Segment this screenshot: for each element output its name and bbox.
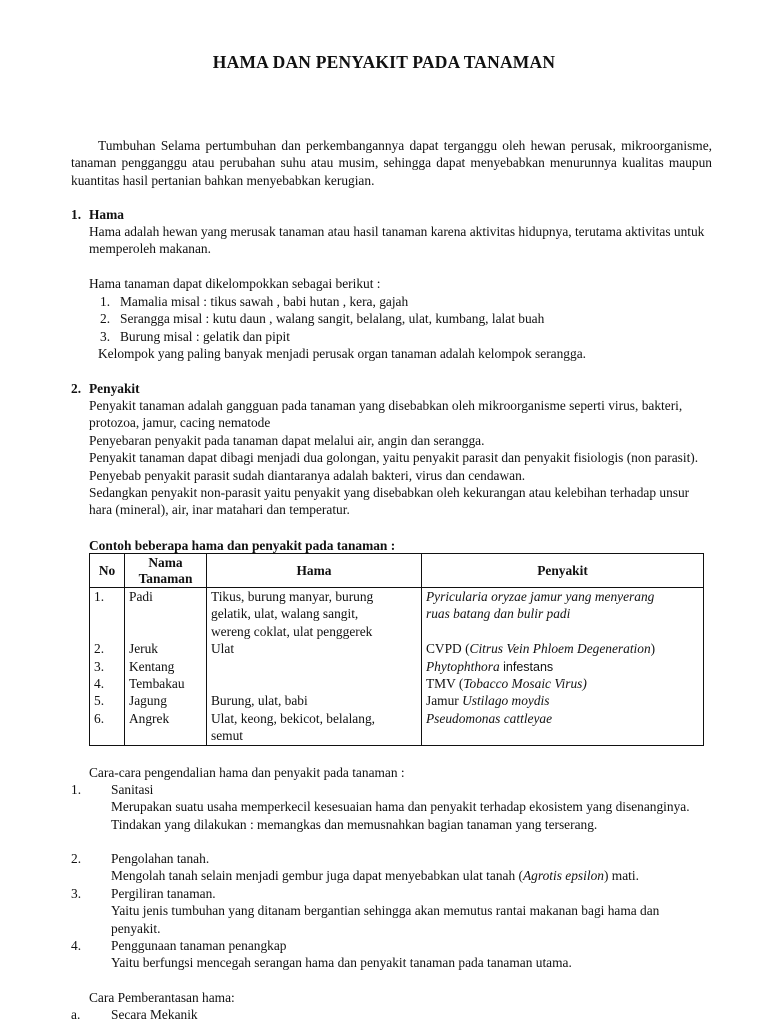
list-item: 2. Serangga misal : kutu daun , walang sangit, belalang, ulat, kumbang, lalat buah: [100, 311, 545, 327]
section-number: 1.: [71, 207, 82, 222]
penyakit-jagung: Jamur Ustilago moydis: [426, 693, 550, 709]
header-no: No: [90, 554, 125, 588]
penyakit-body: [89, 397, 712, 519]
document-title: HAMA DAN PENYAKIT PADA TANAMAN: [212, 52, 556, 72]
control-item-pengolahan-tanah: 2. Pengolahan tanah. Mengolah tanah selain menjadi gembur juga dapat menyebabkan ulat tanah (Agrotis epsilon) mati.: [71, 851, 639, 884]
control-intro: Cara-cara pengendalian hama dan penyakit pada tanaman :: [89, 765, 405, 780]
penyakit-paragraph: Penyakit tanaman adalah gangguan pada tanaman yang disebabkan oleh mikroorganisme seperti virus, bakteri, protozoa, jamur, cacing nematode: [89, 398, 683, 431]
nama-tanaman-column: Padi Jeruk Kentang Tembakau Jagung Angrek: [125, 588, 207, 746]
penyakit-jeruk: CVPD (Citrus Vein Phloem Degeneration): [426, 641, 656, 657]
list-item: 1. Mamalia misal : tikus sawah , babi hutan , kera, gajah: [100, 294, 409, 309]
pest-disease-table: [89, 553, 704, 746]
header-nama-tanaman: Nama Tanaman: [125, 554, 207, 588]
penyakit-column: Pyricularia oryzae jamur yang menyerang ruas batang dan bulir padi CVPD (Citrus Vein Phloem Degeneration) Phytophthora infestans TMV (Tobacco Mosaic Virus) Jamur Ustilago moydis Pseudomonas cattleyae: [422, 588, 704, 746]
control-item-sanitasi: 1. Sanitasi Merupakan suatu usaha memperkecil kesesuaian hama dan penyakit terhadap ekosistem yang disenanginya. Tindakan yang dilakukan : memangkas dan memusnahkan bagian tanaman yang terserang.: [71, 782, 690, 832]
penyakit-paragraph: Sedangkan penyakit non-parasit yaitu penyakit yang disebabkan oleh kekurangan atau kelebihan terhadap unsur hara (mineral), air, inar matahari dan temperatur.: [89, 485, 690, 518]
table-header-row: [90, 554, 704, 588]
header-hama: Hama: [207, 554, 422, 588]
hama-closing: Kelompok yang paling banyak menjadi perusak organ tanaman adalah kelompok serangga.: [98, 346, 586, 361]
section-number: 2.: [71, 381, 82, 396]
section-title: Penyakit: [89, 381, 140, 396]
intro-paragraph: Tumbuhan Selama pertumbuhan dan perkembangannya dapat terganggu oleh hewan perusak, mikroorganisme, tanaman pengganggu atau perubahan suhu atau musim, sehingga dapat menyebabkan menurunnya kualitas maupun kuantitas hasil pertanian bahkan menyebabkan kerugian.: [71, 138, 712, 188]
section-penyakit-heading: [71, 380, 140, 397]
penyakit-angrek: Pseudomonas cattleyae: [426, 710, 553, 726]
no-column: 1. 2. 3. 4. 5. 6.: [90, 588, 125, 746]
table-row: [90, 588, 704, 746]
penyakit-tembakau: TMV (Tobacco Mosaic Virus): [426, 675, 587, 691]
hama-column: Tikus, burung manyar, burung gelatik, ulat, walang sangit, wereng coklat, ulat penggerek Ulat Burung, ulat, babi Ulat, keong, bekicot, belalang, semut: [207, 588, 422, 746]
hama-grouping-intro: Hama tanaman dapat dikelompokkan sebagai berikut :: [89, 276, 381, 291]
control-item-pergiliran: 3. Pergiliran tanaman. Yaitu jenis tumbuhan yang ditanam bergantian sehingga akan memutus rantai makanan bagi hama dan penyakit.: [71, 886, 660, 936]
eradication-item-mekanik: a. Secara Mekanik: [71, 1007, 198, 1022]
section-hama-heading: [71, 206, 124, 223]
eradication-title: Cara Pemberantasan hama:: [89, 990, 235, 1005]
list-item: 3. Burung misal : gelatik dan pipit: [100, 328, 290, 344]
penyakit-paragraph: Penyakit tanaman dapat dibagi menjadi dua golongan, yaitu penyakit parasit dan penyakit fisiologis (non parasit). Penyebab penyakit parasit sudah diantaranya adalah bakteri, virus dan cendawan.: [89, 450, 699, 483]
hama-definition: Hama adalah hewan yang merusak tanaman atau hasil tanaman karena aktivitas hidupnya, terutama aktivitas untuk memperoleh makanan.: [89, 224, 705, 257]
section-title: Hama: [89, 207, 124, 222]
control-item-tanaman-penangkap: 4. Penggunaan tanaman penangkap Yaitu berfungsi mencegah serangan hama dan penyakit tanaman pada tanaman utama.: [71, 938, 572, 971]
hama-groups-list: [100, 293, 544, 345]
penyakit-kentang: Phytophthora infestans: [426, 658, 554, 674]
header-penyakit: Penyakit: [422, 554, 704, 588]
penyakit-paragraph: Penyebaran penyakit pada tanaman dapat melalui air, angin dan serangga.: [89, 432, 485, 448]
table-title: Contoh beberapa hama dan penyakit pada tanaman :: [89, 538, 396, 553]
